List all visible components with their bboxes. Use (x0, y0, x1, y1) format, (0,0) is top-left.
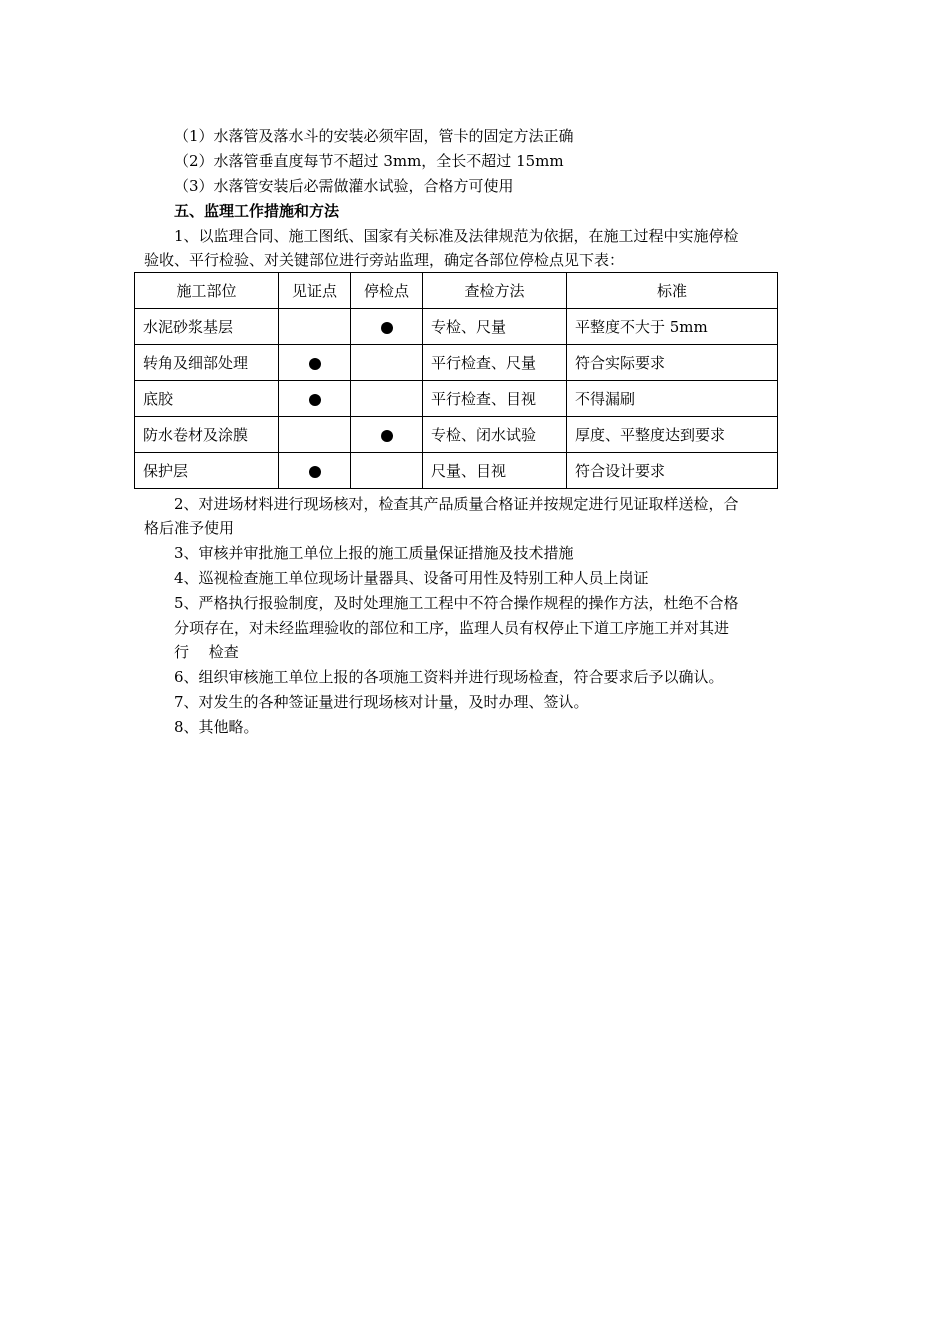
cell-witness (279, 309, 351, 345)
cell-method: 平行检查、尺量 (423, 345, 567, 381)
paragraph-1-line-1: 1、以监理合同、施工图纸、国家有关标准及法律规范为依据，在施工过程中实施停检 (174, 227, 739, 245)
paragraph-2-line-1: 2、对进场材料进行现场核对，检查其产品质量合格证并按规定进行见证取样送检，合 (174, 495, 739, 513)
table-row (135, 453, 778, 489)
paragraph-2-line-2: 格后准予使用 (144, 519, 235, 537)
inspection-points-table (134, 272, 778, 489)
cell-standard: 平整度不大于 5mm (567, 309, 778, 345)
filled-circle-icon (309, 394, 321, 406)
paragraph-5-line-1: 5、严格执行报验制度，及时处理施工工程中不符合操作规程的操作方法，杜绝不合格 (174, 594, 739, 612)
cell-part: 防水卷材及涂膜 (135, 417, 279, 453)
cell-method: 专检、尺量 (423, 309, 567, 345)
cell-method: 专检、闭水试验 (423, 417, 567, 453)
header-witness-point: 见证点 (279, 273, 351, 309)
header-standard: 标准 (567, 273, 778, 309)
cell-witness (279, 417, 351, 453)
item-3: 3、审核并审批施工单位上报的施工质量保证措施及技术措施 (174, 544, 574, 562)
cell-hold (351, 453, 423, 489)
header-inspection-method: 查检方法 (423, 273, 567, 309)
paragraph-5-line-2: 分项存在，对未经监理验收的部位和工序，监理人员有权停止下道工序施工并对其进 (174, 619, 730, 637)
intro-item-3: （3）水落管安装后必需做灌水试验，合格方可使用 (174, 177, 514, 195)
cell-hold (351, 309, 423, 345)
paragraph-1-line-2: 验收、平行检验、对关键部位进行旁站监理，确定各部位停检点见下表： (144, 251, 625, 269)
cell-part: 保护层 (135, 453, 279, 489)
item-7: 7、对发生的各种签证量进行现场核对计量，及时办理、签认。 (174, 693, 589, 711)
table-row (135, 345, 778, 381)
cell-witness (279, 453, 351, 489)
cell-part: 水泥砂浆基层 (135, 309, 279, 345)
cell-witness (279, 345, 351, 381)
filled-circle-icon (309, 358, 321, 370)
header-part: 施工部位 (135, 273, 279, 309)
section-title: 五、监理工作措施和方法 (174, 202, 340, 220)
intro-item-2: （2）水落管垂直度每节不超过 3mm，全长不超过 15mm (174, 152, 564, 170)
filled-circle-icon (381, 322, 393, 334)
table-row (135, 417, 778, 453)
item-4: 4、巡视检查施工单位现场计量器具、设备可用性及特别工种人员上岗证 (174, 569, 649, 587)
header-hold-point: 停检点 (351, 273, 423, 309)
item-8: 8、其他略。 (174, 718, 259, 736)
table-row (135, 381, 778, 417)
item-6: 6、组织审核施工单位上报的各项施工资料并进行现场检查，符合要求后予以确认。 (174, 668, 724, 686)
filled-circle-icon (309, 466, 321, 478)
filled-circle-icon (381, 430, 393, 442)
paragraph-5-line-3: 行 检查 (174, 643, 239, 661)
cell-hold (351, 345, 423, 381)
table-row (135, 309, 778, 345)
cell-method: 尺量、目视 (423, 453, 567, 489)
cell-hold (351, 381, 423, 417)
cell-method: 平行检查、目视 (423, 381, 567, 417)
cell-standard: 厚度、平整度达到要求 (567, 417, 778, 453)
cell-standard: 符合实际要求 (567, 345, 778, 381)
cell-standard: 符合设计要求 (567, 453, 778, 489)
cell-part: 底胶 (135, 381, 279, 417)
table-header-row (135, 273, 778, 309)
intro-item-1: （1）水落管及落水斗的安装必须牢固，管卡的固定方法正确 (174, 127, 574, 145)
cell-standard: 不得漏刷 (567, 381, 778, 417)
cell-part: 转角及细部处理 (135, 345, 279, 381)
cell-hold (351, 417, 423, 453)
cell-witness (279, 381, 351, 417)
